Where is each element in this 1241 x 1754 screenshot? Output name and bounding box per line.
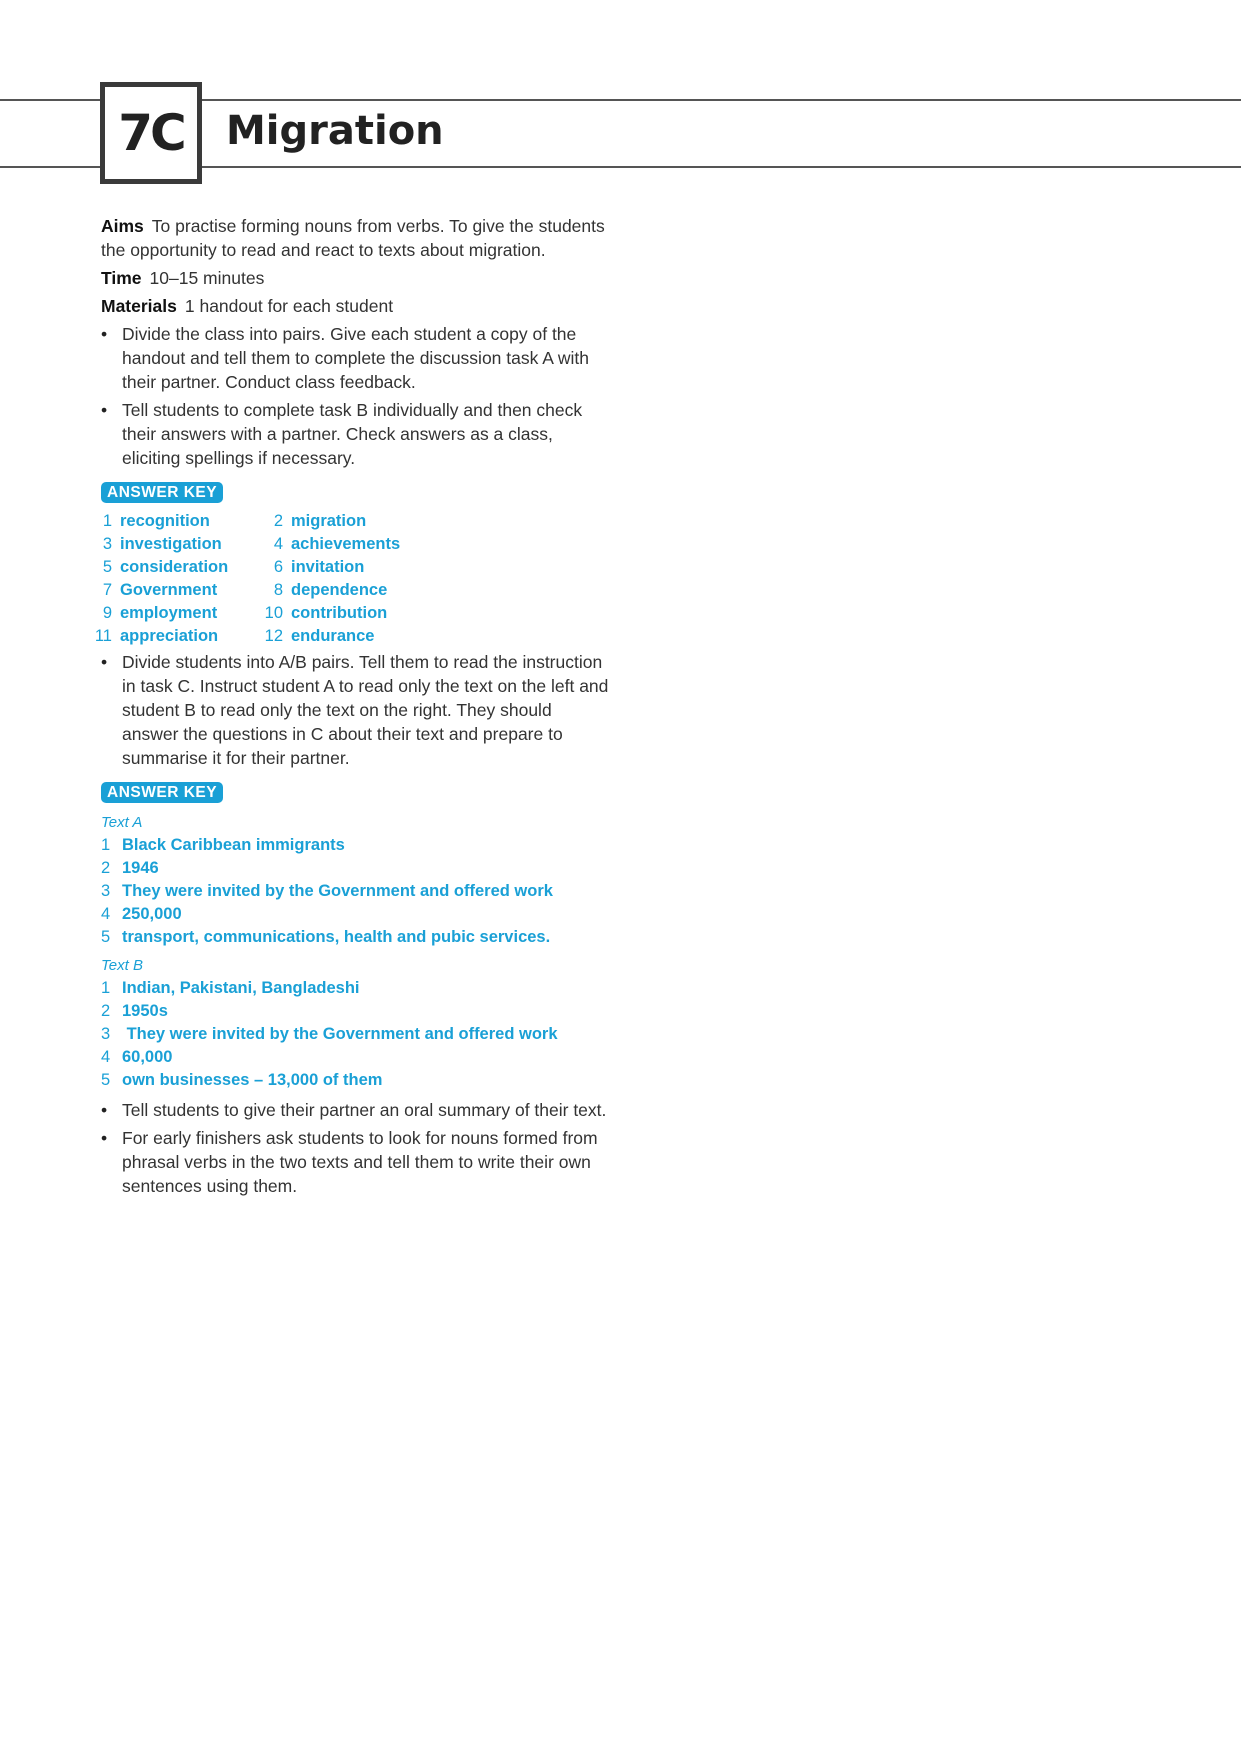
answer-number: 11 <box>94 627 112 645</box>
instruction-list-3 <box>101 1098 611 1198</box>
answer-number: 5 <box>101 928 111 946</box>
answer-number: 7 <box>102 581 112 599</box>
answer-number: 9 <box>102 604 112 622</box>
answer-key-row <box>101 602 611 625</box>
answer-text: own businesses – 13,000 of them <box>122 1071 383 1089</box>
answer-item <box>101 1000 611 1023</box>
answer-number: 6 <box>273 558 283 576</box>
answer-number: 2 <box>101 859 111 877</box>
aims-text: To practise forming nouns from verbs. To give the students the opportunity to read and react to texts about migration. <box>101 216 605 260</box>
answer-number: 3 <box>101 1025 111 1043</box>
answer-word: appreciation <box>120 627 219 645</box>
answer-text: transport, communications, health and pubic services. <box>122 928 551 946</box>
materials-text: 1 handout for each student <box>184 296 394 316</box>
answer-item <box>101 903 611 926</box>
answer-item <box>101 880 611 903</box>
page-title: Migration <box>226 108 444 154</box>
answer-number: 3 <box>102 535 112 553</box>
instruction-item: • Divide the class into pairs. Give each student a copy of the handout and tell them to complete the discussion task A with their partner. Conduct class feedback. <box>101 322 611 394</box>
answer-key-row <box>101 579 611 602</box>
aims <box>101 214 611 262</box>
answer-number: 5 <box>101 1071 111 1089</box>
answer-key-row <box>94 625 611 648</box>
answer-number: 3 <box>101 882 111 900</box>
answer-key-row <box>101 533 611 556</box>
text-a-answers <box>101 834 611 949</box>
answer-text: 1946 <box>122 859 159 877</box>
answer-item <box>101 1069 611 1092</box>
answer-number: 12 <box>264 627 283 645</box>
time-text: 10–15 minutes <box>149 268 265 288</box>
answer-text: They were invited by the Government and offered work <box>122 882 553 900</box>
answer-key-row <box>101 510 611 533</box>
time-label: Time <box>101 268 142 288</box>
time <box>101 266 611 290</box>
unit-code: 7C <box>118 104 184 162</box>
answer-word: employment <box>120 604 218 622</box>
answer-number: 10 <box>264 604 283 622</box>
answer-word: recognition <box>120 512 210 530</box>
text-b-answers <box>101 977 611 1092</box>
aims-label: Aims <box>101 216 144 236</box>
answer-number: 4 <box>101 905 111 923</box>
answer-number: 4 <box>273 535 283 553</box>
teacher-notes <box>94 214 611 1202</box>
answer-key-badge: ANSWER KEY <box>101 782 223 803</box>
instruction-list-2 <box>101 650 611 770</box>
answer-word: consideration <box>120 558 229 576</box>
text-b-title: Text B <box>101 957 143 974</box>
instruction-item: • For early finishers ask students to look for nouns formed from phrasal verbs in the two texts and tell them to write their own sentences using them. <box>101 1126 611 1198</box>
answer-item <box>101 926 611 949</box>
answer-item <box>101 834 611 857</box>
answer-text: 250,000 <box>122 905 182 923</box>
instruction-item: • Divide students into A/B pairs. Tell them to read the instruction in task C. Instruct student A to read only the text on the left and student B to read only the text on the right. They should answer the questions in C about their text and prepare to summarise it for their partner. <box>101 650 611 770</box>
answer-number: 2 <box>101 1002 111 1020</box>
answer-word: investigation <box>120 535 222 553</box>
answer-text: Black Caribbean immigrants <box>122 836 345 854</box>
answer-key-badge: ANSWER KEY <box>101 482 223 503</box>
answer-number: 4 <box>101 1048 111 1066</box>
answer-number: 1 <box>101 836 111 854</box>
answer-item <box>101 1023 611 1046</box>
answer-word: Government <box>120 581 218 599</box>
answer-number: 1 <box>101 979 111 997</box>
answer-text: They were invited by the Government and offered work <box>122 1025 558 1043</box>
instruction-item: • Tell students to complete task B individually and then check their answers with a partner. Check answers as a class, eliciting spellings if necessary. <box>101 398 611 470</box>
answer-key-grid <box>94 510 611 648</box>
answer-key-row <box>101 556 611 579</box>
text-a-title: Text A <box>101 814 143 831</box>
materials-label: Materials <box>101 296 177 316</box>
instruction-list-1 <box>101 322 611 470</box>
unit-code-box <box>100 82 202 184</box>
answer-word: achievements <box>291 535 401 553</box>
answer-text: 60,000 <box>122 1048 173 1066</box>
materials <box>101 294 611 318</box>
answer-number: 8 <box>273 581 283 599</box>
answer-number: 2 <box>273 512 283 530</box>
answer-word: endurance <box>291 627 375 645</box>
answer-word: dependence <box>291 581 388 599</box>
answer-item <box>101 977 611 1000</box>
answer-word: invitation <box>291 558 365 576</box>
answer-text: 1950s <box>122 1002 168 1020</box>
answer-word: migration <box>291 512 367 530</box>
instruction-item: • Tell students to give their partner an oral summary of their text. <box>101 1098 611 1122</box>
answer-item <box>101 857 611 880</box>
answer-number: 1 <box>102 512 112 530</box>
answer-text: Indian, Pakistani, Bangladeshi <box>122 979 360 997</box>
answer-number: 5 <box>102 558 112 576</box>
answer-word: contribution <box>291 604 388 622</box>
answer-item <box>101 1046 611 1069</box>
